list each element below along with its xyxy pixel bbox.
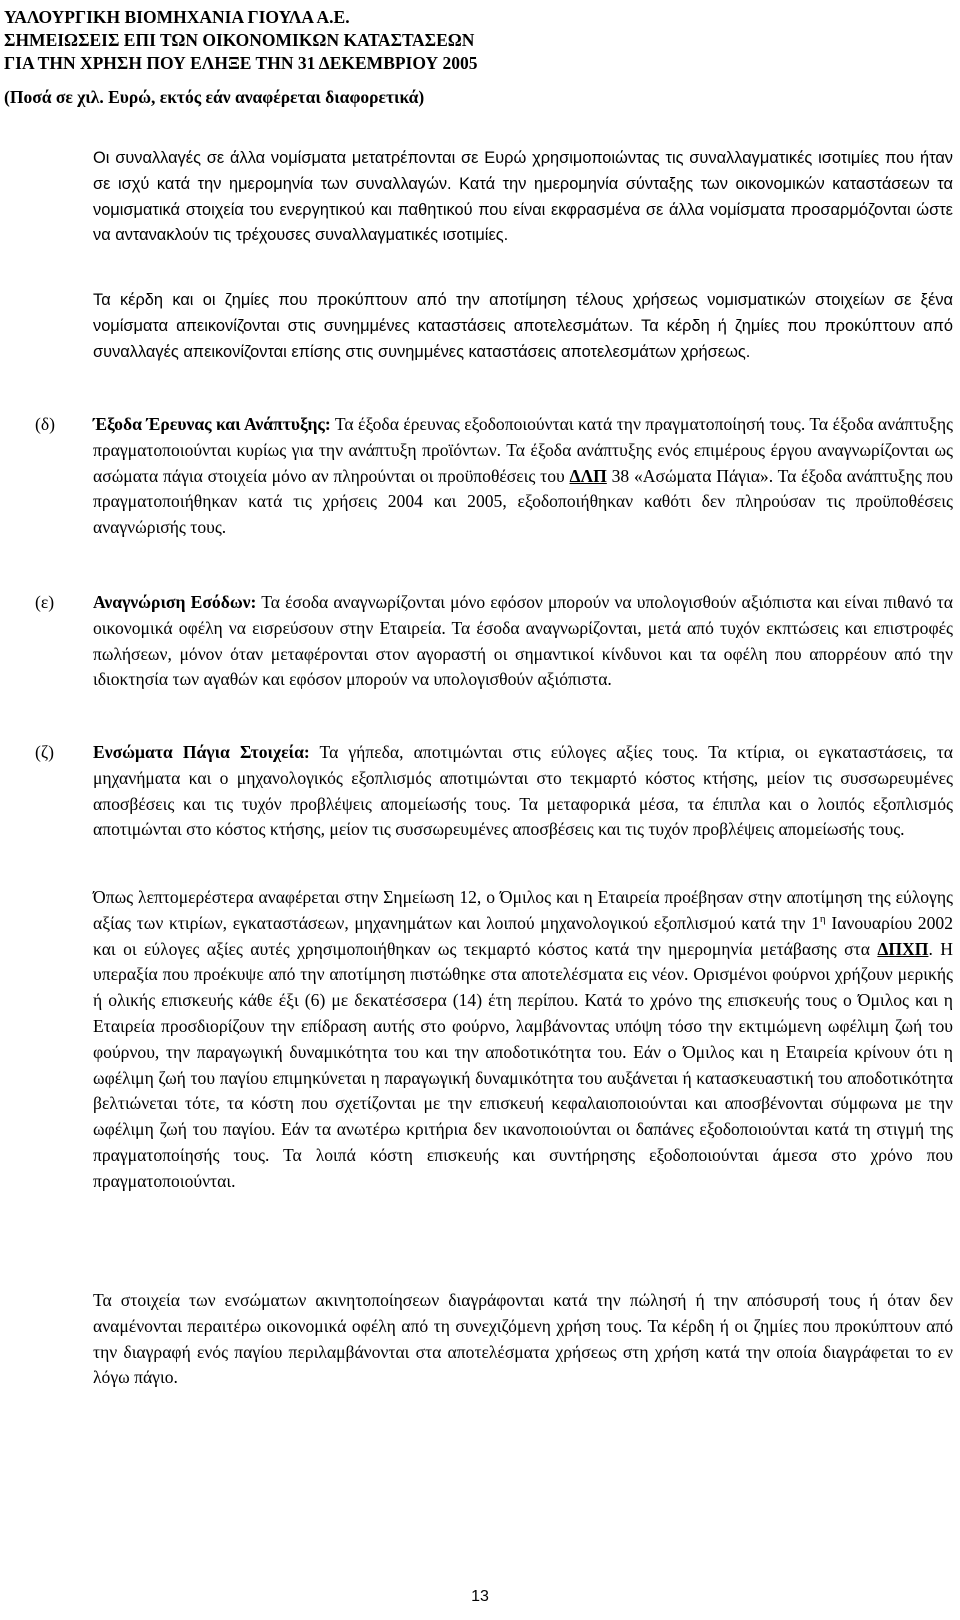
page-header: [4, 6, 478, 109]
section-d-text-1: Τα έξοδα έρευνας εξοδοποιούνται κατά την πραγματοποίησή τους. Τα έξοδα ανάπτυξης πραγματοποιούνται κυρίως για την ανάπτυξη προϊόντων. Τα έξοδα ανάπτυξης ενός επιμέρους έργου αναγνωρίζονται ως ασώματα πάγια στοιχεία μόνο αν πληρούνται οι προϋποθέσεις του: [93, 414, 953, 486]
section-z-paragraph-2: [93, 885, 953, 1195]
section-z-paragraph-1: [93, 740, 953, 843]
section-z-p2-standard-ref: ΔΠΧΠ: [877, 938, 929, 959]
section-d: [93, 412, 953, 541]
section-z-paragraph-2-text: [93, 885, 953, 1195]
fx-paragraph-1: [93, 146, 953, 249]
fx-paragraph-2-text: Τα κέρδη και οι ζημίες που προκύπτουν από την αποτίμηση τέλους χρήσεως νομισματικών στοιχείων σε ξένα νομίσματα απεικονίζονται στις συνημμένες καταστάσεις αποτελεσμάτων. Τα κέρδη ή ζημίες που προκύπτουν από συναλλαγές απεικονίζονται επίσης στις συνημμένες καταστάσεις αποτελεσμάτων χρήσεως.: [93, 291, 953, 361]
section-d-text-2: 38 «Ασώματα Πάγια». Τα έξοδα ανάπτυξης που πραγματοποιήθηκαν κατά τις χρήσεις 2004 και 2005, εξοδοποιήθηκαν καθότι δεν πληρούσαν τις προϋποθέσεις αναγνώρισής τους.: [93, 465, 953, 538]
section-e-text: Τα έσοδα αναγνωρίζονται μόνο εφόσον μπορούν να υπολογισθούν αξιόπιστα και είναι πιθανό τα οικονομικά οφέλη να εισρεύσουν στην Εταιρεία. Τα έσοδα αναγνωρίζονται, μετά από τυχόν εκπτώσεις και επιστροφές πωλήσεων, μόνον όταν μεταφέρονται στον αγοραστή οι σημαντικοί κίνδυνοι και τα οφέλη που απορρέουν από την ιδιοκτησία των αγαθών και εφόσον μπορούν να υπολογισθούν αξιόπιστα.: [93, 592, 953, 690]
section-z-p2-part-b: Ιανουαρίου 2002 και οι εύλογες αξίες αυτές χρησιμοποιήθηκαν ως τεκμαρτό κόστος κατά την ημερομηνία μετάβασης στα: [93, 912, 953, 959]
notes-title: ΣΗΜΕΙΩΣΕΙΣ ΕΠΙ ΤΩΝ ΟΙΚΟΝΟΜΙΚΩΝ ΚΑΤΑΣΤΑΣΕΩΝ: [4, 30, 475, 50]
section-d-label: (δ): [35, 414, 56, 434]
company-name: ΥΑΛΟΥΡΓΙΚΗ ΒΙΟΜΗΧΑΝΙΑ ΓΙΟΥΛΑ Α.Ε.: [4, 7, 350, 27]
section-z: [93, 740, 953, 843]
section-e-paragraph: [93, 590, 953, 693]
section-z-paragraph-3: [93, 1288, 953, 1391]
section-z-p2-part-c: . Η υπεραξία που προέκυψε από την αποτίμηση πιστώθηκε στα αποτελέσματα εις νέον. Ορισμένοι φούρνοι χρήζουν μερικής ή ολικής επισκευής κάθε έξι (6) με δεκατέσσερα (14) έτη περίπου. Κατά το χρόνο της επισκευής τους ο Όμιλος και η Εταιρεία προσδιορίζουν την επίδραση αυτής στο φούρνο, λαμβάνοντας υπόψη τόσο την εκτιμώμενη ωφέλιμη ζωή του φούρνου, την παραγωγική δυναμικότητα του και την αποδοτικότητα του. Εάν ο Όμιλος και η Εταιρεία κρίνουν ότι η ωφέλιμη ζωή του παγίου επιμηκύνεται η παραγωγική δυναμικότητα του αυξάνεται ή κατασκευαστική του αποδοτικότητα βελτιώνεται τότε, τα κόστη που σχετίζονται με την επισκευή κεφαλαιοποιούνται και αποσβένονται σύμφωνα με την ωφέλιμη ζωή του παγίου. Εάν τα ανωτέρω κριτήρια δεν ικανοποιούνται οι δαπάνες εξοδοποιούνται κατά τη στιγμή της πραγματοποίησής τους. Τα λοιπά κόστη επισκευής και συντήρησης εξοδοποιούνται άμεσα στο χρόνο που πραγματοποιούνται.: [93, 938, 953, 1191]
section-z-text: Τα γήπεδα, αποτιμώνται στις εύλογες αξίες τους. Τα κτίρια, οι εγκαταστάσεις, τα μηχανήματα και ο μηχανολογικός εξοπλισμός αποτιμώνται στο τεκμαρτό κόστος κτήσης, μείον τις συσσωρευμένες αποσβέσεις και τις τυχόν προβλέψεις απομείωσής τους. Τα μεταφορικά μέσα, τα έπιπλα και ο λοιπός εξοπλισμός αποτιμώνται στο κόστος κτήσης, μείον τις συσσωρευμένες αποσβέσεις και τις τυχόν προβλέψεις απομείωσής τους.: [93, 742, 953, 840]
amounts-note: (Ποσά σε χιλ. Ευρώ, εκτός εάν αναφέρεται διαφορετικά): [4, 87, 425, 107]
section-z-paragraph-3-text: Τα στοιχεία των ενσώματων ακινητοποίησεων διαγράφονται κατά την πώλησή ή την απόσυρσή τους ή όταν δεν αναμένονται περαιτέρω οικονομικά οφέλη από τη συνεχιζόμενη χρήση τους. Τα κέρδη ή οι ζημίες που προκύπτουν από την διαγραφή ενός παγίου περιλαμβάνονται στα αποτελέσματα χρήσεως στη χρήση κατά την οποία διαγράφεται το εν λόγω πάγιο.: [93, 1290, 953, 1388]
section-z-p2-superscript: η: [819, 912, 826, 925]
section-z-heading: Ενσώματα Πάγια Στοιχεία:: [93, 742, 310, 762]
section-z-p2-part-a: Όπως λεπτομερέστερα αναφέρεται στην Σημείωση 12, ο Όμιλος και η Εταιρεία προέβησαν στην αποτίμηση της εύλογης αξίας των κτιρίων, εγκαταστάσεων, μηχανημάτων και λοιπού μηχανολογικού εξοπλισμού κατά την 1: [93, 887, 953, 933]
section-d-heading: Έξοδα Έρευνας και Ανάπτυξης:: [93, 414, 331, 434]
section-d-standard-ref: ΔΛΠ: [569, 465, 607, 486]
section-e-label: (ε): [35, 592, 55, 612]
section-e-heading: Αναγνώριση Εσόδων:: [93, 592, 257, 612]
section-e: [93, 590, 953, 693]
section-z-label: (ζ): [35, 742, 55, 762]
fx-paragraph-2: [93, 288, 953, 365]
fx-paragraph-1-text: Οι συναλλαγές σε άλλα νομίσματα μετατρέπονται σε Ευρώ χρησιμοποιώντας τις συναλλαγματικές ισοτιμίες που ήταν σε ισχύ κατά την ημερομηνία των συναλλαγών. Κατά την ημερομηνία σύνταξης των οικονομικών καταστάσεων τα νομισματικά στοιχεία του ενεργητικού και παθητικού που είναι εκφρασμένα σε άλλα νομίσματα προσαρμόζονται ώστε να αντανακλούν τις τρέχουσες συναλλαγματικές ισοτιμίες.: [93, 149, 953, 245]
section-d-paragraph: [93, 412, 953, 541]
page-number: 13: [471, 1588, 489, 1605]
period-title: ΓΙΑ ΤΗΝ ΧΡΗΣΗ ΠΟΥ ΕΛΗΞΕ ΤΗΝ 31 ΔΕΚΕΜΒΡΙΟΥ 2005: [4, 53, 478, 73]
